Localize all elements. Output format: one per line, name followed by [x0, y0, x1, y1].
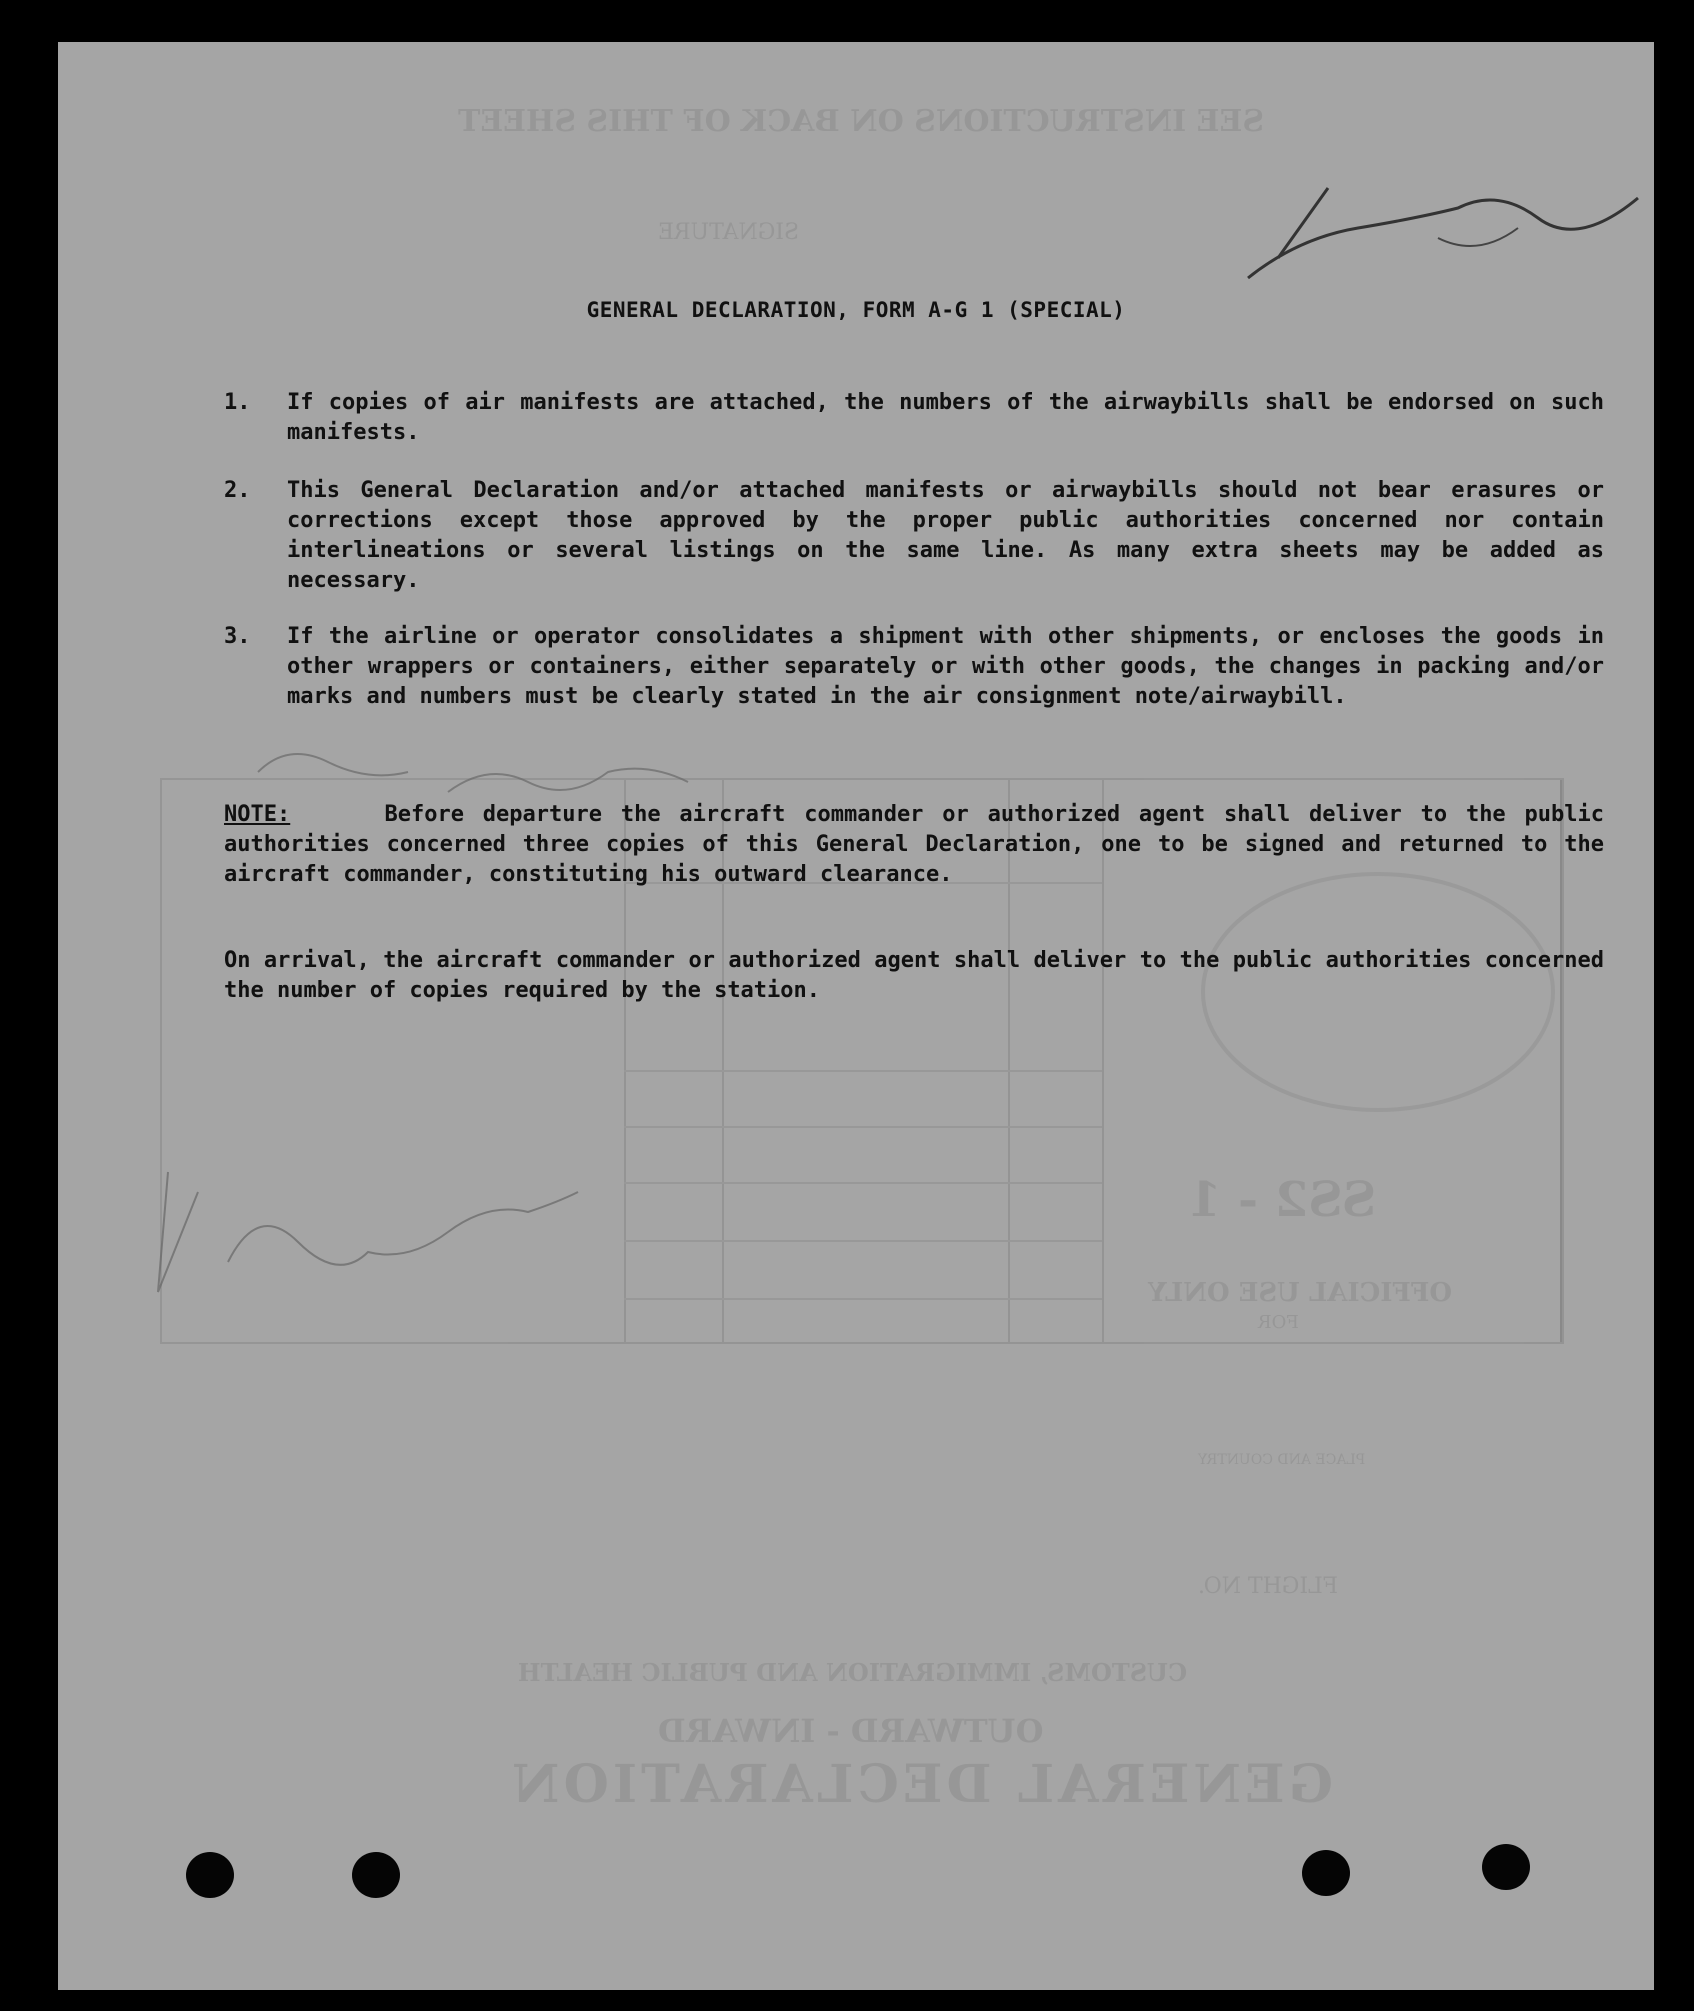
ghost-top-line: SEE INSTRUCTIONS ON BACK OF THIS SHEET — [458, 104, 1265, 139]
item-number: 3. — [224, 624, 251, 649]
ghost-stamp-number: SS2 - 1 — [1188, 1172, 1377, 1228]
punch-hole — [1482, 1844, 1530, 1890]
instruction-item-3 — [224, 622, 1604, 712]
item-number: 1. — [224, 390, 251, 415]
item-text: If copies of air manifests are attached, the numbers of the airwaybills shall be endorsed on such manifests. — [287, 390, 1604, 445]
instruction-item-1 — [224, 388, 1604, 448]
item-text: If the airline or operator consolidates a shipment with other shipments, or encloses the goods in other wrappers or containers, either separately or with other goods, the changes in packing and/or marks and numbers must be clearly stated in the air consignment note/airwaybill. — [287, 624, 1604, 709]
punch-hole — [186, 1852, 234, 1898]
note-label: NOTE: — [224, 802, 291, 827]
ghost-heading-2: OUTWARD - INWARD — [658, 1712, 1044, 1750]
punch-hole — [1302, 1850, 1350, 1896]
ghost-heading-1: GENERAL DECLARATION — [508, 1754, 1334, 1815]
arrival-paragraph: On arrival, the aircraft commander or authorized agent shall deliver to the public authorities concerned the number of copies required by the station. — [224, 948, 1604, 1003]
ghost-for-label: FOR — [1258, 1312, 1299, 1333]
note-text: Before departure the aircraft commander or authorized agent shall deliver to the public authorities concerned three copies of this General Declaration, one to be signed and returned to the aircraft commander, constituting his outward clearance. — [224, 802, 1604, 887]
item-number: 2. — [224, 478, 251, 503]
item-text: This General Declaration and/or attached manifests or airwaybills should not bear erasures or corrections except those approved by the proper public authorities concerned nor contain interlineations or several listings on the same line. As many extra sheets may be added as necessary. — [287, 478, 1604, 593]
ghost-flight-no: FLIGHT NO. — [1198, 1574, 1338, 1599]
note-paragraph — [224, 800, 1604, 890]
ghost-place-country: PLACE AND COUNTRY — [1198, 1452, 1366, 1468]
ghost-official-use: OFFICIAL USE ONLY — [1148, 1278, 1453, 1308]
ghost-heading-3: CUSTOMS, IMMIGRATION AND PUBLIC HEALTH — [518, 1658, 1188, 1687]
document-page — [58, 42, 1654, 1990]
document-title: GENERAL DECLARATION, FORM A-G 1 (SPECIAL) — [586, 298, 1126, 322]
ghost-signature-label: SIGNATURE — [658, 220, 800, 245]
punch-hole — [352, 1852, 400, 1898]
instruction-item-2 — [224, 476, 1604, 596]
